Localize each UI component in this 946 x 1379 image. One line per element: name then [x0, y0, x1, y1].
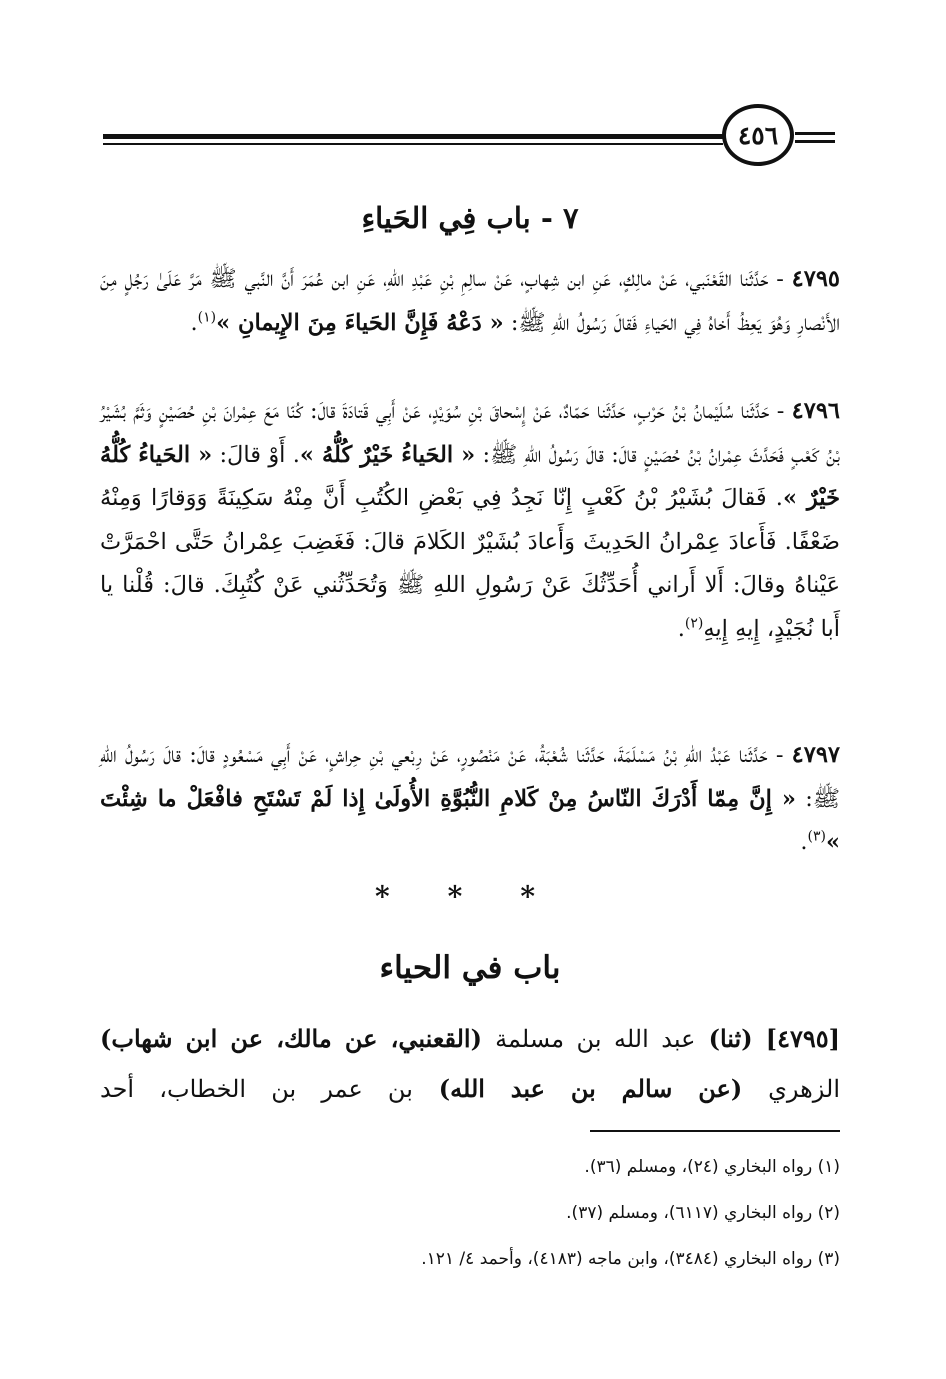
- commentary-paragraph: [100, 1014, 840, 1114]
- hadith-text-after: . فَقالَ بُشَيْرُ بْنُ كَعْبٍ إِنّا نَجِدُ فِي بَعْضِ الكُتُبِ أَنَّ مِنْهُ سَكِينَةً وَوَقارًا وَمِنْهُ ضَعْفًا. فَأَعادَ عِمْرانُ الحَدِيثَ وَأَعادَ بُشَيْرٌ الكَلامَ قالَ: فَغَضِبَ عِمْرانُ حَتَّى احْمَرَّتْ عَيْناهُ وقالَ: أَلا أَراني أُحَدِّثُكَ عَنْ رَسُولِ اللهِ ﷺ وَتُحَدِّثُني عَنْ كُتُبِكَ. قالَ: قُلْنا يا أَبا نُجَيْدٍ، إِيهِ إِيهِ: [100, 485, 840, 642]
- footnote-ref: (٢): [684, 615, 704, 631]
- hadith-quote: « دَعْهُ فَإِنَّ الحَياءَ مِنَ الإِيمانِ »: [216, 309, 504, 336]
- footnotes: [100, 1144, 840, 1282]
- commentary-ref: [٤٧٩٥]: [765, 1024, 841, 1053]
- hadith-text-end: .: [800, 829, 808, 855]
- commentary-text: الزهري: [768, 1075, 841, 1103]
- hadith-text: - حَدَّثَنا القَعْنَبي، عَنْ مالِكٍ، عَنِ ابن شِهابٍ، عَنْ سالِمِ بْنِ عَبْدِ اللهِ، عَنِ ابن عُمَرَ أَنَّ النَّبي ﷺ مَرَّ عَلَىٰ رَجُلٍ مِنَ الأَنْصارِ وَهُوَ يَعِظُ أَخاهُ فِي الحَياءِ فَقالَ رَسُولُ اللهِ ﷺ:: [100, 266, 840, 336]
- footnote-item: (٢) رواه البخاري (٦١١٧)، ومسلم (٣٧).: [566, 1203, 840, 1223]
- commentary-text: (القعنبي، عن مالك، عن ابن شهاب): [100, 1024, 496, 1053]
- separator-star: *: [447, 880, 493, 913]
- hadith-4796: [100, 390, 840, 651]
- commentary-text: بن عمر بن الخطاب، أحد: [100, 1075, 413, 1103]
- commentary-title: باب في الحياء: [379, 950, 561, 986]
- hadith-text-middle: . أَوْ قالَ:: [212, 441, 300, 468]
- header-rule-thin: [103, 143, 723, 145]
- header-rule-stub: [795, 132, 835, 135]
- hadith-quote: « إِنَّ مِمّا أَدْرَكَ النّاسُ مِنْ كَلامِ النُّبُوَّةِ الأُولَىٰ إِذا لَمْ تَسْتَحِ فافْعَلْ ما شِئْتَ »: [100, 785, 840, 855]
- footnote-item: (١) رواه البخاري (٢٤)، ومسلم (٣٦).: [584, 1157, 840, 1177]
- header-rule-thick: [103, 134, 723, 139]
- hadith-quote: « الحَياءُ خَيْرٌ كُلُّهُ »: [299, 441, 476, 468]
- section-separator: [100, 880, 840, 913]
- hadith-text: - حَدَّثَنا عَبْدُ اللهِ بْنُ مَسْلَمَةَ، حَدَّثَنا شُعْبَةُ، عَنْ مَنْصُورٍ، عَنْ رِبْعي بْنِ حِراشٍ، عَنْ أَبِي مَسْعُودٍ قالَ: قالَ رَسُولُ اللهِ ﷺ:: [100, 742, 840, 812]
- chapter-title: ٧ - باب فِي الحَياءِ: [361, 201, 579, 235]
- footnote-item: (٣) رواه البخاري (٣٤٨٤)، وابن ماجه (٤١٨٣)، وأحمد ٤/ ١٢١.: [421, 1249, 840, 1269]
- commentary-text: عبد الله بن مسلمة: [495, 1025, 696, 1053]
- hadith-4795: [100, 258, 840, 345]
- hadith-text-end: .: [190, 309, 198, 336]
- hadith-text-end: .: [677, 615, 685, 642]
- hadith-number: ٤٧٩٥: [791, 266, 840, 292]
- hadith-number: ٤٧٩٦: [791, 398, 840, 424]
- separator-star: *: [375, 880, 420, 913]
- footnote-rule: [590, 1130, 840, 1132]
- separator-star: *: [520, 880, 565, 913]
- header-rule-stub: [795, 140, 835, 143]
- hadith-number: ٤٧٩٧: [791, 742, 840, 768]
- commentary-text: (عن سالم بن عبد الله): [412, 1074, 769, 1103]
- page-number: ٤٥٦: [722, 104, 794, 166]
- footnote-ref: (١): [197, 309, 217, 325]
- hadith-quote-alt: « الحَياءُ كُلُّهُ خَيْرٌ »: [100, 441, 841, 511]
- footnote-ref: (٣): [807, 828, 826, 845]
- commentary-text: (ثنا): [695, 1024, 766, 1053]
- hadith-4797: [100, 734, 840, 865]
- hadith-text: - حَدَّثَنا سُلَيْمانُ بْنُ حَرْبٍ، حَدَّثَنا حَمّادٌ، عَنْ إِسْحاقَ بْنِ سُوَيْدٍ، عَنْ أَبِي قَتادَةَ قالَ: كُنّا مَعَ عِمْرانَ بْنِ حُصَيْنٍ وَثَمَّ بُشَيْرُ بْنُ كَعْبٍ فَحَدَّثَ عِمْرانُ بْنُ حُصَيْنٍ قالَ: قالَ رَسُولُ اللهِ ﷺ:: [100, 398, 840, 468]
